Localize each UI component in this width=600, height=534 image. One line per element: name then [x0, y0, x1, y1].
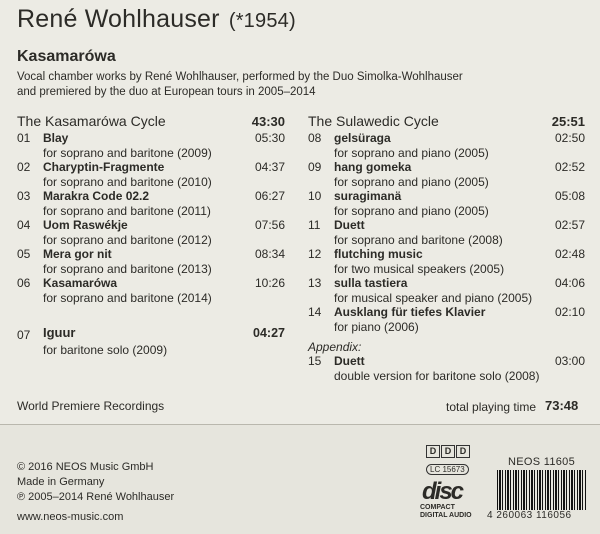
track-duration: 02:57: [554, 218, 585, 232]
total-playing-time: 73:48: [545, 398, 579, 413]
track-instrumentation: for baritone solo (2009): [43, 343, 168, 357]
track-instrumentation: for soprano and baritone (2008): [334, 233, 503, 247]
total-playing-time-label: total playing time: [446, 400, 537, 414]
track-duration: 05:30: [254, 131, 285, 145]
track-title: hang gomeka: [334, 160, 412, 174]
barcode: [487, 470, 587, 520]
track-number: 05: [17, 247, 31, 261]
phonogram-line: ℗ 2005–2014 René Wohlhauser: [17, 491, 175, 503]
compact-disc-caption: COMPACT DIGITAL AUDIO: [420, 504, 472, 519]
album-description-line2: and premiered by the duo at European tours in 2005–2014: [17, 86, 316, 98]
track-instrumentation: for soprano and piano (2005): [334, 175, 489, 189]
track-number: 02: [17, 160, 31, 174]
track-instrumentation: for soprano and piano (2005): [334, 204, 489, 218]
track-number: 06: [17, 276, 31, 290]
track-duration: 04:27: [253, 326, 285, 340]
track-title: Duett: [334, 354, 365, 368]
track-number: 01: [17, 131, 31, 145]
track-instrumentation: for soprano and baritone (2013): [43, 262, 212, 276]
track-instrumentation: double version for baritone solo (2008): [334, 369, 540, 383]
track-duration: 02:10: [554, 305, 585, 319]
track-number: 04: [17, 218, 31, 232]
track-title: Duett: [334, 218, 365, 232]
track-title: flutching music: [334, 247, 423, 261]
composer-name: René Wohlhauser (*1954): [17, 5, 296, 33]
track-instrumentation: for soprano and baritone (2014): [43, 291, 212, 305]
track-title: Charyptin-Fragmente: [43, 160, 165, 174]
track-number: 07: [17, 328, 31, 342]
cycle-title-sulawedic: The Sulawedic Cycle: [308, 113, 439, 129]
track-number: 13: [308, 276, 322, 290]
track-duration: 04:06: [554, 276, 585, 290]
track-title: Ausklang für tiefes Klavier: [334, 305, 486, 319]
track-duration: 02:52: [554, 160, 585, 174]
track-title: Kasamarówa: [43, 276, 118, 290]
cycle-time-sulawedic: 25:51: [551, 114, 585, 129]
ddd-logo: [426, 445, 478, 458]
cycle-time-kasamarowa: 43:30: [251, 114, 285, 129]
track-duration: 02:48: [554, 247, 585, 261]
track-instrumentation: for piano (2006): [334, 320, 419, 334]
ddd-letter: D: [426, 445, 440, 458]
track-title: Uom Raswékje: [43, 218, 128, 232]
barcode-bars: [497, 470, 587, 510]
track-title: Blay: [43, 131, 69, 145]
catalog-number: NEOS 11605: [508, 456, 576, 468]
track-duration: 02:50: [554, 131, 585, 145]
compact-disc-logo: disc: [422, 478, 463, 505]
track-instrumentation: for soprano and baritone (2012): [43, 233, 212, 247]
track-duration: 04:37: [254, 160, 285, 174]
track-title: gelsüraga: [334, 131, 391, 145]
track-number: 14: [308, 305, 322, 319]
track-title: Marakra Code 02.2: [43, 189, 150, 203]
track-number: 11: [308, 218, 321, 232]
track-duration: 08:34: [254, 247, 285, 261]
track-number: 08: [308, 131, 322, 145]
track-number: 15: [308, 354, 322, 368]
track-title: Mera gor nit: [43, 247, 112, 261]
copyright-line: © 2016 NEOS Music GmbH: [17, 461, 154, 473]
album-description-line1: Vocal chamber works by René Wohlhauser, performed by the Duo Simolka-Wohlhauser: [17, 71, 463, 83]
premiere-note: World Premiere Recordings: [17, 399, 165, 413]
track-number: 12: [308, 247, 322, 261]
track-duration: 06:27: [254, 189, 285, 203]
format-logos: [420, 445, 478, 520]
label-code: LC 15673: [426, 464, 469, 475]
track-duration: 03:00: [554, 354, 585, 368]
barcode-number: 4 260063 116056: [487, 510, 572, 521]
track-title: suragimanä: [334, 189, 402, 203]
track-number: 03: [17, 189, 31, 203]
track-duration: 07:56: [254, 218, 285, 232]
ddd-letter: D: [441, 445, 455, 458]
track-number: 10: [308, 189, 322, 203]
appendix-label: Appendix:: [308, 340, 362, 354]
track-instrumentation: for soprano and piano (2005): [334, 146, 489, 160]
track-instrumentation: for musical speaker and piano (2005): [334, 291, 533, 305]
cycle-title-kasamarowa: The Kasamarówa Cycle: [17, 113, 166, 129]
track-instrumentation: for soprano and baritone (2011): [43, 204, 211, 218]
album-title: Kasamarówa: [17, 48, 116, 65]
made-in-line: Made in Germany: [17, 476, 105, 488]
track-title: sulla tastiera: [334, 276, 408, 290]
website: www.neos-music.com: [17, 511, 124, 523]
track-title: Iguur: [43, 325, 76, 340]
ddd-letter: D: [456, 445, 470, 458]
track-number: 09: [308, 160, 322, 174]
track-duration: 05:08: [554, 189, 585, 203]
track-instrumentation: for two musical speakers (2005): [334, 262, 505, 276]
track-duration: 10:26: [254, 276, 285, 290]
track-instrumentation: for soprano and baritone (2009): [43, 146, 212, 160]
track-instrumentation: for soprano and baritone (2010): [43, 175, 212, 189]
